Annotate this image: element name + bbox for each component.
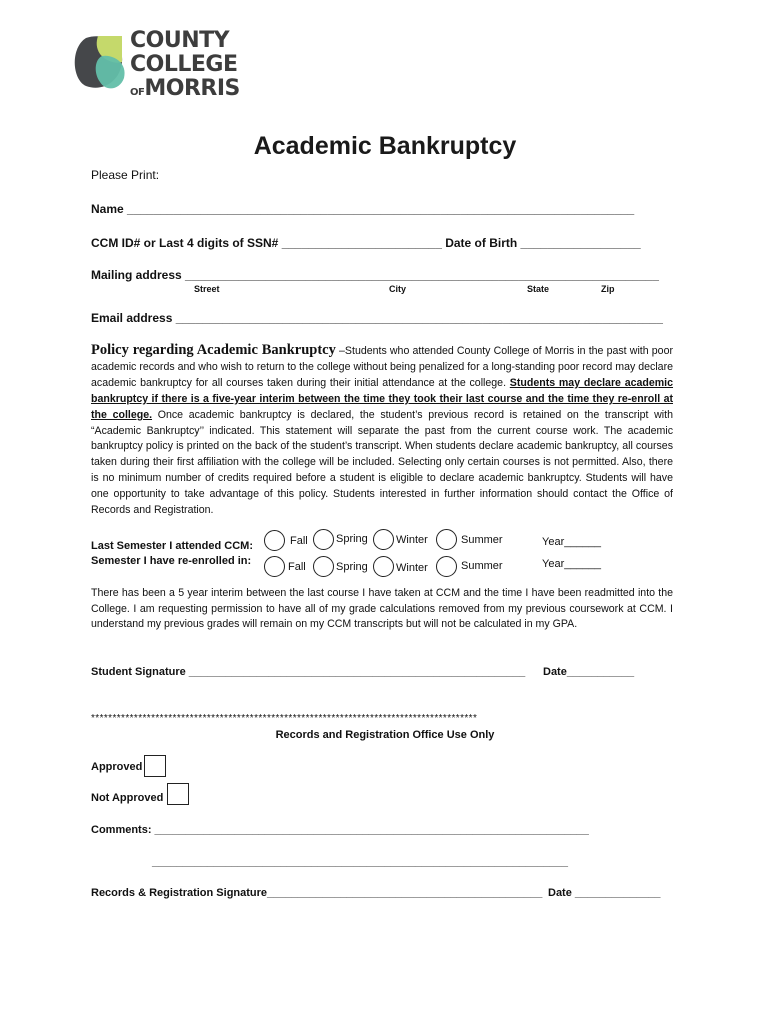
last-summer-radio[interactable]: [436, 529, 457, 550]
student-signature-field[interactable]: Student Signature _______________________________________________________: [91, 666, 526, 678]
reenroll-winter-label: Winter: [396, 562, 428, 574]
comments-field-line2[interactable]: ____________________________________________________________________: [152, 856, 569, 868]
rr-date-field[interactable]: Date ______________: [548, 887, 661, 899]
reenroll-fall-radio[interactable]: [264, 556, 285, 577]
comments-field[interactable]: Comments: _______________________________________________________________________: [91, 824, 589, 836]
reenroll-summer-label: Summer: [461, 560, 503, 572]
logo-line-college: COLLEGE: [130, 52, 238, 77]
reenroll-winter-radio[interactable]: [373, 556, 394, 577]
last-summer-label: Summer: [461, 534, 503, 546]
office-use-heading: Records and Registration Office Use Only: [275, 729, 495, 741]
street-sublabel: Street: [194, 284, 220, 294]
last-winter-radio[interactable]: [373, 529, 394, 550]
last-fall-label: Fall: [290, 535, 308, 547]
name-field[interactable]: Name ____________________________________________________________________________: [91, 202, 635, 216]
logo-line-county: COUNTY: [130, 28, 230, 53]
not-approved-label: Not Approved: [91, 792, 164, 804]
reenroll-fall-label: Fall: [288, 561, 306, 573]
interim-statement: There has been a 5 year interim between the last course I have taken at CCM and the time I have been readmitted into the College. I am requesting permission to have all of my grade calculations removed from my previous coursework at CCM. I understand my previous grades will remain on my CCM transcripts but will not be calculated in my GPA.: [91, 587, 673, 631]
student-date-field[interactable]: Date___________: [543, 666, 635, 678]
last-spring-label: Spring: [336, 533, 368, 545]
last-year-field[interactable]: Year______: [542, 536, 601, 548]
rr-signature-field[interactable]: Records & Registration Signature_____________________________________________: [91, 887, 543, 899]
last-spring-radio[interactable]: [313, 529, 334, 550]
last-fall-radio[interactable]: [264, 530, 285, 551]
approved-checkbox[interactable]: [144, 755, 166, 777]
state-sublabel: State: [527, 284, 550, 294]
email-address-field[interactable]: Email address _________________________________________________________________________: [91, 311, 663, 325]
page-title: Academic Bankruptcy: [253, 132, 517, 160]
city-sublabel: City: [389, 284, 407, 294]
policy-underlined-rule: Students may declare academic bankruptcy if there is a five-year interim between the time they took their last course and the time they re-enroll at the college.: [91, 376, 674, 421]
please-print-label: Please Print:: [91, 168, 160, 182]
mailing-address-field[interactable]: Mailing address _______________________________________________________________________: [91, 268, 659, 282]
approved-label: Approved: [91, 761, 143, 773]
reenroll-spring-label: Spring: [336, 561, 368, 573]
reenroll-semester-label: Semester I have re-enrolled in:: [91, 555, 252, 567]
last-winter-label: Winter: [396, 534, 428, 546]
logo-mark-icon: [72, 34, 128, 94]
logo-line-of: OF: [130, 87, 145, 98]
policy-rest: Once academic bankruptcy is declared, the student’s previous record is retained on the transcript with “Academic Bankruptcy’’ indicated. This statement will separate the past from the current course work. The academic bankruptcy policy is printed on the back of the student’s transcript. When students declare academic bankruptcy, all courses taken during their first affiliation with the college will be included. Selecting only certain courses is not permitted. Also, there is no minimum number of credits required before a student is eligible to declare academic bankruptcy. Students will have one opportunity to take advantage of this policy. Students interested in further information should contact the Office of Records and Registration.: [91, 408, 673, 517]
last-semester-label: Last Semester I attended CCM:: [91, 540, 253, 552]
policy-intro: –Students who attended County College of Morris in the past with poor academic records and who wish to return to the college without being penalized for a long-standing poor record may declare academic bankruptcy for all courses taken during their initial attendance at the college.: [91, 345, 673, 389]
ccm-id-dob-field[interactable]: CCM ID# or Last 4 digits of SSN# ________________________ Date of Birth __________________: [91, 236, 641, 250]
separator-stars: ******************************************************************************************: [91, 713, 478, 724]
logo-line-morris: MORRIS: [144, 76, 240, 101]
college-logo: [72, 28, 240, 108]
reenroll-spring-radio[interactable]: [313, 556, 334, 577]
reenroll-year-field[interactable]: Year______: [542, 558, 601, 570]
reenroll-summer-radio[interactable]: [436, 556, 457, 577]
policy-heading: Policy regarding Academic Bankruptcy: [91, 342, 336, 358]
not-approved-checkbox[interactable]: [167, 783, 189, 805]
zip-sublabel: Zip: [601, 284, 615, 294]
policy-paragraph: [91, 343, 673, 519]
